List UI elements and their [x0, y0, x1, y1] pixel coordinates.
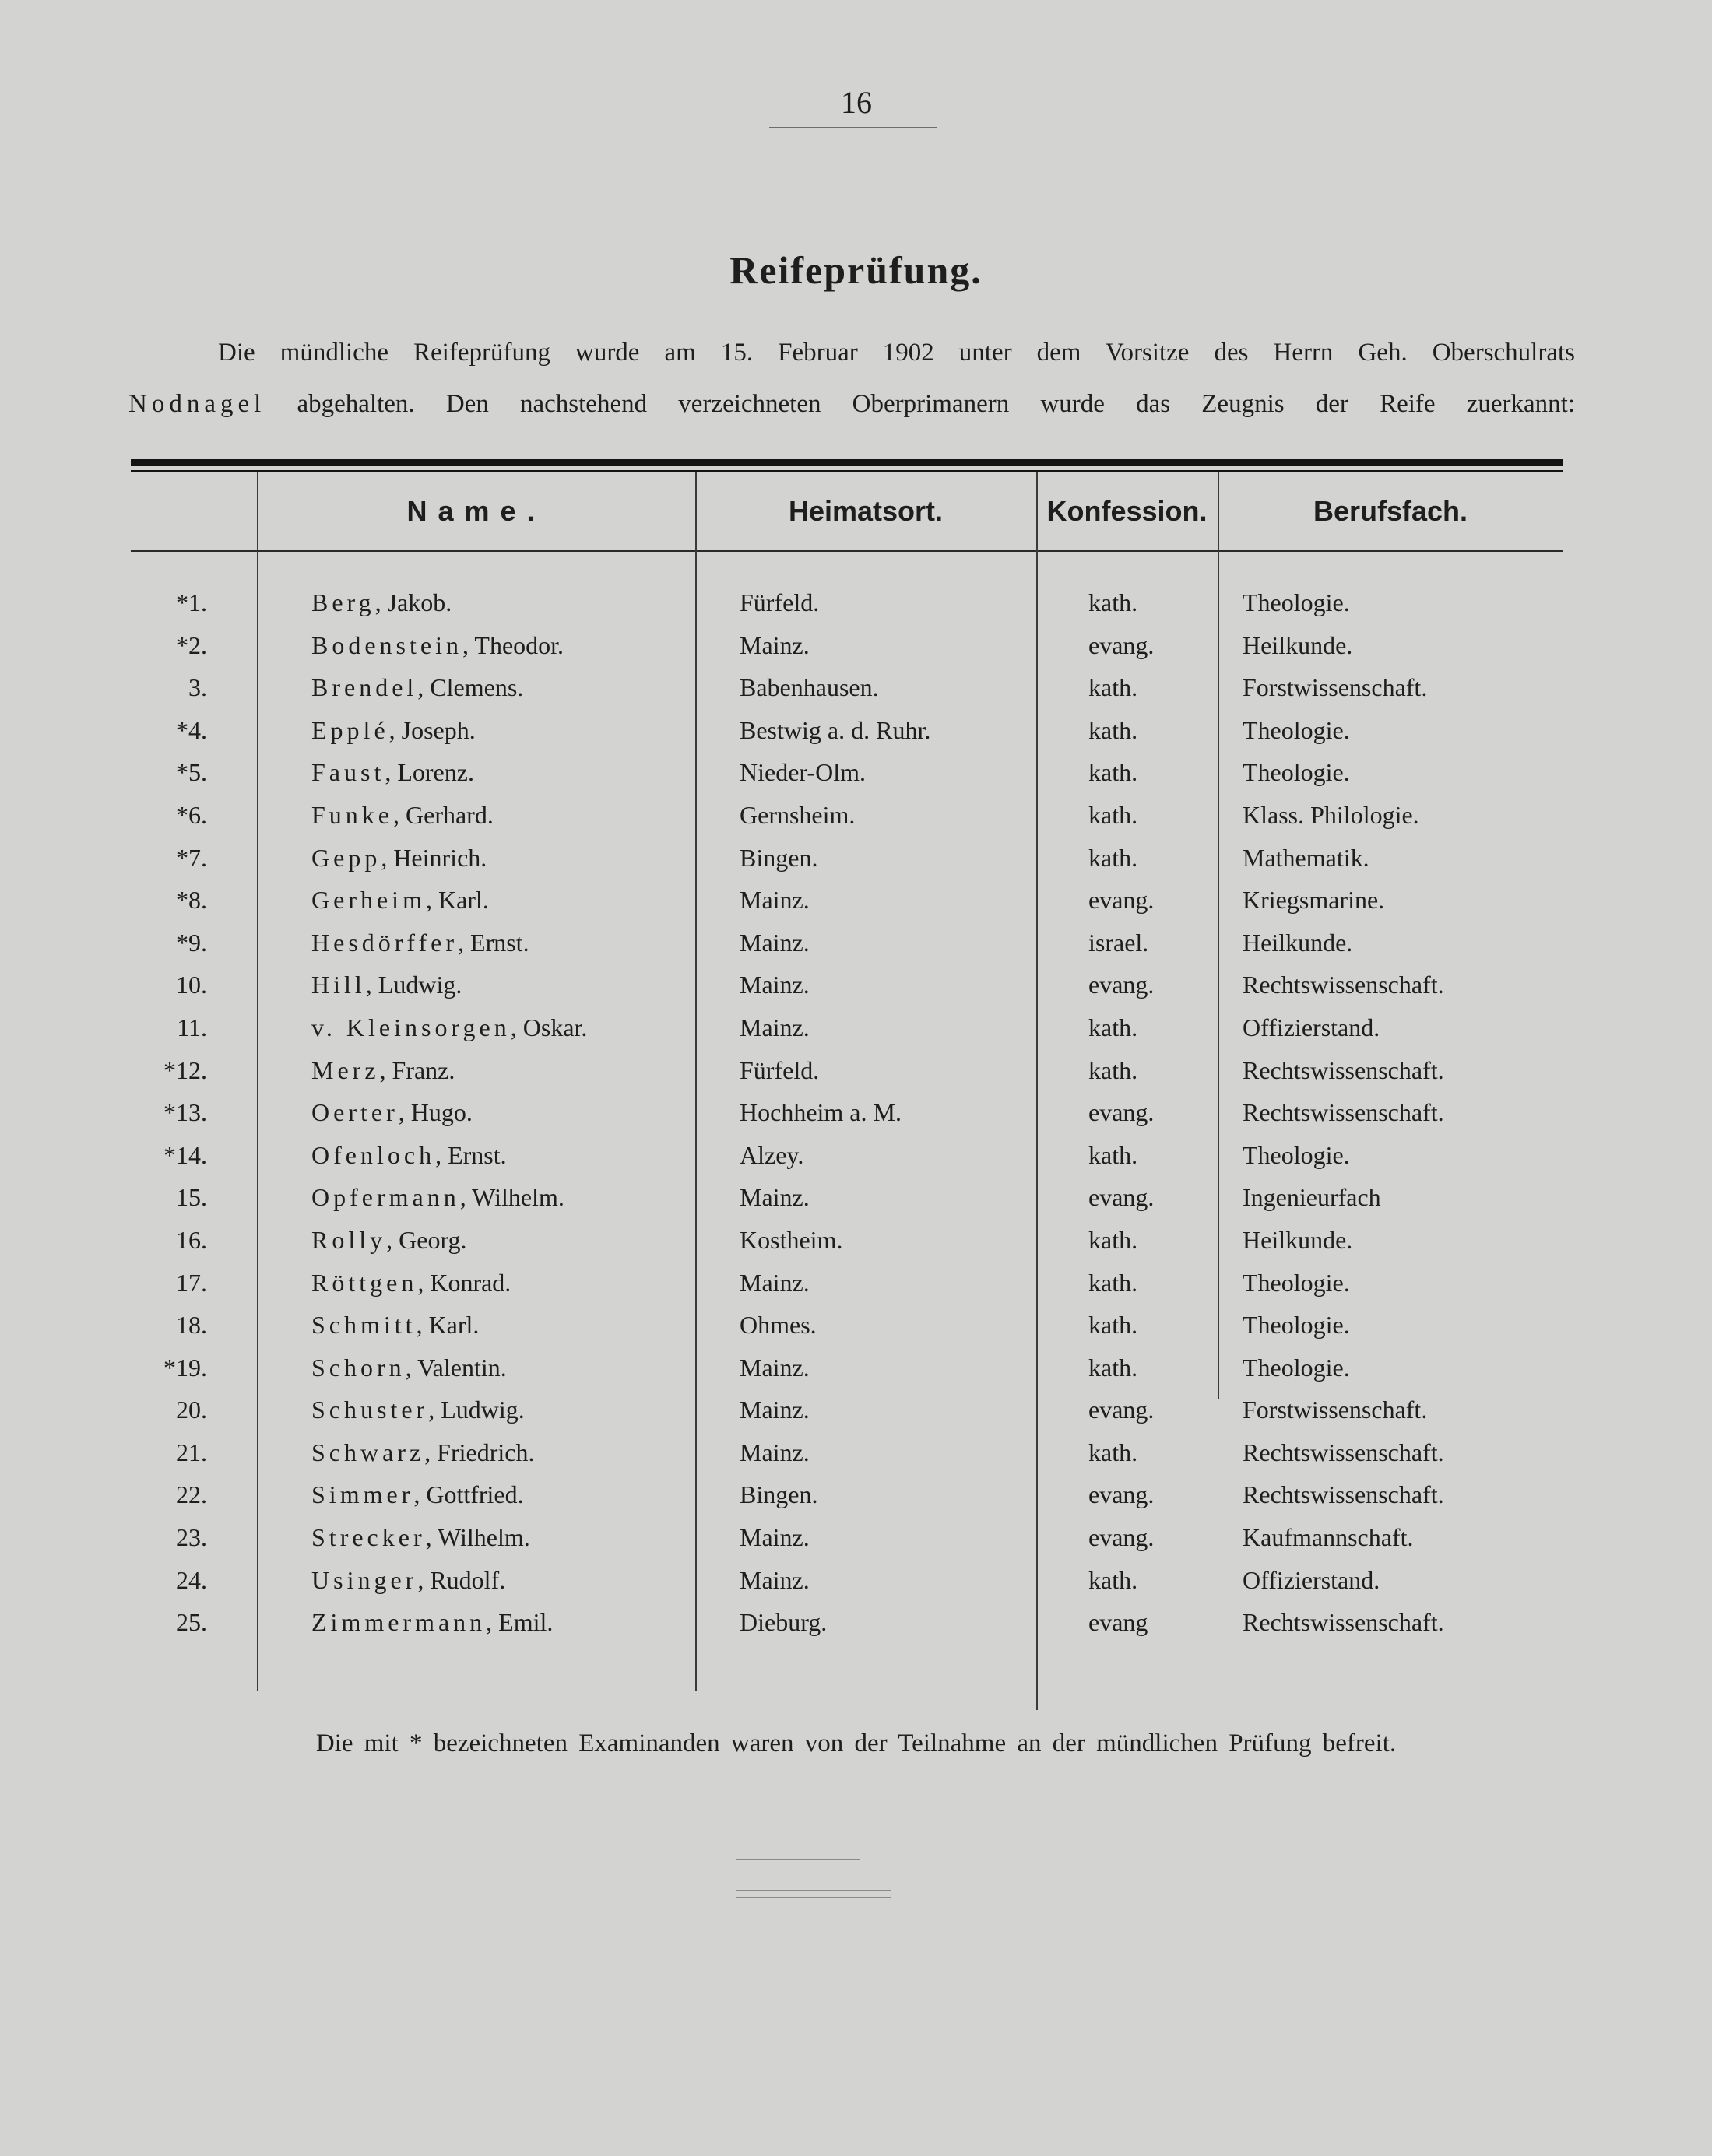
student-name — [311, 1601, 553, 1644]
row-number: *4. — [176, 715, 207, 744]
hometown: Fürfeld. — [740, 1055, 820, 1084]
table-row — [131, 1347, 1563, 1389]
profession: Kaufmannschaft. — [1243, 1523, 1414, 1552]
profession: Offizierstand. — [1243, 1565, 1380, 1594]
given-name: , Valentin. — [405, 1353, 507, 1382]
student-name — [311, 581, 452, 624]
table-row — [131, 751, 1563, 794]
surname: Berg — [311, 588, 375, 616]
given-name: , Georg. — [386, 1225, 467, 1254]
table-row — [131, 1559, 1563, 1602]
table-row — [131, 794, 1563, 837]
profession: Rechtswissenschaft. — [1243, 1438, 1444, 1466]
given-name: , Jakob. — [374, 588, 452, 616]
student-name — [311, 1347, 507, 1389]
given-name: , Lorenz. — [385, 758, 474, 787]
row-number: 24. — [176, 1565, 207, 1594]
page-number: 16 — [841, 85, 872, 120]
row-number: 11. — [177, 1013, 207, 1041]
given-name: , Franz. — [379, 1055, 455, 1084]
profession: Mathematik. — [1243, 843, 1369, 872]
profession: Ingenieurfach — [1243, 1183, 1381, 1212]
table-row — [131, 1431, 1563, 1474]
table-top-rule — [131, 459, 1563, 466]
profession: Rechtswissenschaft. — [1243, 1098, 1444, 1127]
hometown: Mainz. — [740, 886, 810, 915]
hometown: Fürfeld. — [740, 588, 820, 616]
surname: Ofenloch — [311, 1140, 436, 1169]
row-number: 22. — [176, 1480, 207, 1509]
confession: kath. — [1088, 715, 1138, 744]
surname: Schmitt — [311, 1311, 417, 1340]
hometown: Mainz. — [740, 971, 810, 999]
profession: Rechtswissenschaft. — [1243, 1608, 1444, 1637]
profession: Offizierstand. — [1243, 1013, 1380, 1041]
confession: kath. — [1088, 1353, 1138, 1382]
surname: Schorn — [311, 1353, 406, 1382]
student-name — [311, 751, 474, 794]
surname: Hesdörffer — [311, 928, 459, 957]
confession: kath. — [1088, 1140, 1138, 1169]
student-name — [311, 1473, 524, 1516]
table-row — [131, 1049, 1563, 1092]
student-name — [311, 922, 529, 964]
confession: evang. — [1088, 630, 1155, 659]
profession: Rechtswissenschaft. — [1243, 971, 1444, 999]
table-header-rule — [131, 550, 1563, 552]
hometown: Mainz. — [740, 1565, 810, 1594]
row-number: *13. — [163, 1098, 207, 1127]
header-name: Name. — [406, 494, 546, 527]
row-number: 20. — [176, 1396, 207, 1424]
table-row — [131, 581, 1563, 624]
confession: kath. — [1088, 758, 1138, 787]
given-name: , Gottfried. — [413, 1480, 524, 1509]
given-name: , Emil. — [486, 1608, 554, 1637]
student-name — [311, 666, 523, 709]
footnote: Die mit * bezeichneten Examinanden waren von der Teilnahme an der mündlichen Prüfung befreit. — [315, 1729, 1397, 1757]
surname: Zimmermann — [311, 1608, 487, 1637]
header-profession: Berufsfach. — [1313, 494, 1468, 527]
student-name — [311, 1262, 511, 1304]
given-name: , Joseph. — [388, 715, 476, 744]
confession: kath. — [1088, 1013, 1138, 1041]
given-name: , Ernst. — [458, 928, 529, 957]
given-name: , Oskar. — [510, 1013, 588, 1041]
header-confession: Konfession. — [1046, 494, 1208, 527]
confession: evang. — [1088, 1396, 1155, 1424]
surname: Oerter — [311, 1098, 399, 1127]
surname: Gerheim — [311, 886, 426, 915]
results-table — [131, 459, 1563, 1691]
surname: Schuster — [311, 1396, 429, 1424]
profession: Theologie. — [1243, 588, 1350, 616]
confession: kath. — [1088, 673, 1138, 702]
student-name — [311, 1176, 564, 1219]
row-number: 25. — [176, 1608, 207, 1637]
student-name — [311, 1219, 467, 1262]
row-number: 23. — [176, 1523, 207, 1552]
profession: Heilkunde. — [1243, 1225, 1353, 1254]
row-number: 3. — [188, 673, 207, 702]
intro-paragraph — [128, 327, 1575, 430]
surname: Strecker — [311, 1523, 426, 1552]
confession: kath. — [1088, 1311, 1138, 1340]
row-number: *2. — [176, 630, 207, 659]
hometown: Nieder-Olm. — [740, 758, 866, 787]
hometown: Mainz. — [740, 1438, 810, 1466]
given-name: , Friedrich. — [424, 1438, 535, 1466]
row-number: *1. — [176, 588, 207, 616]
given-name: , Karl. — [416, 1311, 480, 1340]
table-row — [131, 837, 1563, 880]
hometown: Bestwig a. d. Ruhr. — [740, 715, 931, 744]
row-number: *19. — [163, 1353, 207, 1382]
table-row — [131, 624, 1563, 667]
given-name: , Wilhelm. — [425, 1523, 530, 1552]
intro-line-2-text: abgehalten. Den nachstehend verzeichneten Oberprimanern wurde das Zeugnis der Reife zuerkannt: — [297, 390, 1575, 418]
surname: Funke — [311, 800, 393, 829]
page-number-rule — [769, 127, 937, 128]
table-row — [131, 1304, 1563, 1347]
surname: v. Kleinsorgen — [311, 1013, 511, 1041]
given-name: , Gerhard. — [393, 800, 494, 829]
table-row — [131, 964, 1563, 1006]
profession: Klass. Philologie. — [1243, 800, 1419, 829]
student-name — [311, 1134, 507, 1177]
given-name: , Ludwig. — [428, 1396, 525, 1424]
student-name — [311, 879, 489, 922]
hometown: Mainz. — [740, 1183, 810, 1212]
surname: Epplé — [311, 715, 389, 744]
row-number: *6. — [176, 800, 207, 829]
hometown: Mainz. — [740, 928, 810, 957]
decorative-rule — [736, 1897, 891, 1898]
row-number: *9. — [176, 928, 207, 957]
confession: evang. — [1088, 1480, 1155, 1509]
hometown: Kostheim. — [740, 1225, 843, 1254]
table-row — [131, 1473, 1563, 1516]
given-name: , Clemens. — [417, 673, 524, 702]
intro-line-1: Die mündliche Reifeprüfung wurde am 15. Februar 1902 unter dem Vorsitze des Herrn Geh. Oberschulrats — [218, 339, 1575, 367]
student-name — [311, 964, 462, 1006]
given-name: , Konrad. — [417, 1268, 511, 1297]
student-name — [311, 1559, 505, 1602]
confession: israel. — [1088, 928, 1149, 957]
table-row — [131, 666, 1563, 709]
profession: Heilkunde. — [1243, 928, 1353, 957]
student-name — [311, 624, 564, 667]
hometown: Hochheim a. M. — [740, 1098, 902, 1127]
given-name: , Theodor. — [462, 630, 564, 659]
confession: evang. — [1088, 886, 1155, 915]
student-name — [311, 1431, 534, 1474]
row-number: *12. — [163, 1055, 207, 1084]
student-name — [311, 1389, 525, 1431]
intro-chair-name: Nodnagel — [128, 390, 266, 418]
row-number: *7. — [176, 843, 207, 872]
confession: evang — [1088, 1608, 1148, 1637]
row-number: 16. — [176, 1225, 207, 1254]
surname: Schwarz — [311, 1438, 425, 1466]
student-name — [311, 794, 494, 837]
header-home: Heimatsort. — [788, 494, 944, 527]
profession: Theologie. — [1243, 1268, 1350, 1297]
confession: evang. — [1088, 971, 1155, 999]
student-name — [311, 1516, 530, 1559]
surname: Röttgen — [311, 1268, 418, 1297]
profession: Rechtswissenschaft. — [1243, 1055, 1444, 1084]
student-name — [311, 1091, 473, 1134]
student-name — [311, 1006, 587, 1049]
table-row — [131, 1091, 1563, 1134]
surname: Hill — [311, 971, 366, 999]
table-row — [131, 1134, 1563, 1177]
row-number: 18. — [176, 1311, 207, 1340]
intro-line-2 — [128, 378, 1575, 430]
hometown: Gernsheim. — [740, 800, 856, 829]
confession: kath. — [1088, 800, 1138, 829]
hometown: Mainz. — [740, 1268, 810, 1297]
decorative-rule — [736, 1859, 860, 1860]
hometown: Mainz. — [740, 1523, 810, 1552]
confession: kath. — [1088, 1438, 1138, 1466]
surname: Opfermann — [311, 1183, 460, 1212]
student-name — [311, 1049, 455, 1092]
profession: Heilkunde. — [1243, 630, 1353, 659]
given-name: , Ludwig. — [365, 971, 462, 999]
profession: Theologie. — [1243, 1353, 1350, 1382]
profession: Kriegsmarine. — [1243, 886, 1385, 915]
row-number: 10. — [176, 971, 207, 999]
confession: evang. — [1088, 1098, 1155, 1127]
surname: Rolly — [311, 1225, 387, 1254]
section-title: Reifeprüfung. — [729, 248, 983, 292]
confession: evang. — [1088, 1523, 1155, 1552]
table-row — [131, 1389, 1563, 1431]
given-name: , Wilhelm. — [459, 1183, 564, 1212]
surname: Simmer — [311, 1480, 414, 1509]
surname: Faust — [311, 758, 385, 787]
row-number: 15. — [176, 1183, 207, 1212]
given-name: , Heinrich. — [381, 843, 487, 872]
profession: Theologie. — [1243, 1140, 1350, 1169]
table-row — [131, 1219, 1563, 1262]
row-number: 17. — [176, 1268, 207, 1297]
profession: Forstwissenschaft. — [1243, 1396, 1428, 1424]
profession: Rechtswissenschaft. — [1243, 1480, 1444, 1509]
hometown: Alzey. — [740, 1140, 804, 1169]
hometown: Bingen. — [740, 1480, 818, 1509]
hometown: Ohmes. — [740, 1311, 817, 1340]
profession: Theologie. — [1243, 715, 1350, 744]
student-name — [311, 837, 487, 880]
confession: kath. — [1088, 1268, 1138, 1297]
given-name: , Karl. — [425, 886, 489, 915]
surname: Bodenstein — [311, 630, 462, 659]
confession: kath. — [1088, 1055, 1138, 1084]
confession: kath. — [1088, 1225, 1138, 1254]
table-row — [131, 1516, 1563, 1559]
row-number: 21. — [176, 1438, 207, 1466]
table-row — [131, 1176, 1563, 1219]
table-row — [131, 1601, 1563, 1644]
given-name: , Rudolf. — [417, 1565, 506, 1594]
hometown: Babenhausen. — [740, 673, 879, 702]
confession: kath. — [1088, 588, 1138, 616]
hometown: Bingen. — [740, 843, 818, 872]
profession: Forstwissenschaft. — [1243, 673, 1428, 702]
surname: Brendel — [311, 673, 418, 702]
surname: Merz — [311, 1055, 380, 1084]
profession: Theologie. — [1243, 758, 1350, 787]
hometown: Mainz. — [740, 1013, 810, 1041]
surname: Usinger — [311, 1565, 418, 1594]
hometown: Dieburg. — [740, 1608, 828, 1637]
row-number: *5. — [176, 758, 207, 787]
profession: Theologie. — [1243, 1311, 1350, 1340]
hometown: Mainz. — [740, 630, 810, 659]
confession: kath. — [1088, 1565, 1138, 1594]
given-name: , Hugo. — [398, 1098, 473, 1127]
confession: kath. — [1088, 843, 1138, 872]
table-row — [131, 879, 1563, 922]
surname: Gepp — [311, 843, 381, 872]
student-name — [311, 709, 476, 752]
table-row — [131, 1006, 1563, 1049]
row-number: *14. — [163, 1140, 207, 1169]
hometown: Mainz. — [740, 1396, 810, 1424]
given-name: , Ernst. — [435, 1140, 507, 1169]
decorative-rule — [736, 1890, 891, 1891]
row-number: *8. — [176, 886, 207, 915]
table-body — [131, 581, 1563, 1644]
confession: evang. — [1088, 1183, 1155, 1212]
table-row — [131, 922, 1563, 964]
table-row — [131, 709, 1563, 752]
hometown: Mainz. — [740, 1353, 810, 1382]
table-row — [131, 1262, 1563, 1304]
student-name — [311, 1304, 479, 1347]
